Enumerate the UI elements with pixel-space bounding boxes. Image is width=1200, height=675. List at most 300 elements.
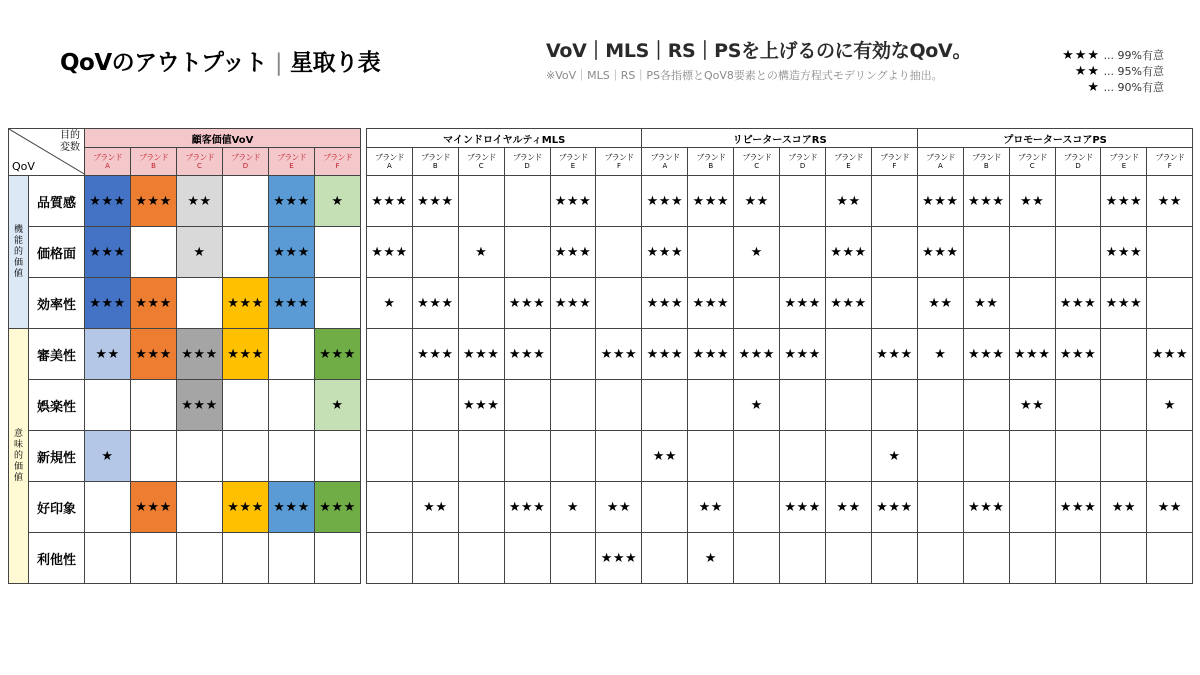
vov-cell-c [177,431,223,482]
qov-label-0: 品質感 [29,176,85,227]
brand-header-c [177,148,223,176]
brand-header-letter: A [387,161,392,170]
brand-header-e [1101,148,1147,176]
brand-header-b [963,148,1009,176]
category-char: 価 [13,257,23,268]
brand-header-b [412,148,458,176]
brand-header-label: ブランド [231,152,260,162]
vov-cell-b: ★★★ [131,278,177,329]
rs-cell-e [826,533,872,584]
rs-cell-c [734,533,780,584]
vov-cell-a [85,482,131,533]
qov-label-4: 娯楽性 [29,380,85,431]
brand-header-f [315,148,361,176]
table-row [9,227,361,278]
vov-cell-b [131,380,177,431]
ps-cell-b: ★★★ [963,329,1009,380]
mls-cell-f: ★★ [596,482,642,533]
vov-cell-f [315,431,361,482]
rs-cell-f: ★★★ [871,329,917,380]
brand-header-letter: C [754,161,760,170]
page-title-sub: 星取り表 [290,50,381,76]
mls-cell-a [367,380,413,431]
ps-cell-c [1009,278,1055,329]
brand-header-label: ブランド [1109,152,1139,162]
vov-cell-e [269,329,315,380]
mls-cell-d: ★★★ [504,278,550,329]
title-separator: | [274,50,283,76]
brand-header-d [1055,148,1101,176]
rs-cell-a: ★★★ [642,329,688,380]
rs-cell-b: ★★ [688,482,734,533]
mls-cell-e: ★★★ [550,227,596,278]
ps-cell-d [1055,380,1101,431]
mls-cell-b: ★★★ [412,176,458,227]
mls-cell-f [596,227,642,278]
corner-qov-label: QoV [12,160,35,173]
brand-header-letter: E [570,161,576,170]
ps-cell-a: ★★ [917,278,963,329]
table-row [367,227,1193,278]
vov-cell-f: ★★★ [315,482,361,533]
brand-header-a [642,148,688,176]
mls-cell-d: ★★★ [504,482,550,533]
mls-cell-d [504,431,550,482]
corner-objective-line2: 変数 [60,142,80,153]
rs-cell-e [826,380,872,431]
brand-header-e [269,148,315,176]
page-note: ※VoV｜MLS｜RS｜PS各指標とQoV8要素との構造方程式モデリングより抽出。 [546,69,943,82]
mls-cell-d [504,380,550,431]
vov-cell-e: ★★★ [269,278,315,329]
legend-item [1062,80,1164,96]
mls-cell-b [412,380,458,431]
mls-cell-d [504,533,550,584]
vov-cell-a [85,380,131,431]
group-header-rs: リピータースコアRS [642,129,917,148]
brand-header-e [826,148,872,176]
rs-cell-e: ★★★ [826,227,872,278]
vov-cell-f: ★ [315,176,361,227]
brand-header-label: ブランド [696,152,726,162]
brand-header-label: ブランド [558,152,588,162]
ps-cell-f [1147,278,1193,329]
category-char: 的 [13,246,23,257]
ps-cell-f: ★★★ [1147,329,1193,380]
mls-cell-c: ★★★ [458,329,504,380]
page-subtitle: VoV｜MLS｜RS｜PSを上げるのに有効なQoV。 [546,40,972,62]
vov-cell-e: ★★★ [269,482,315,533]
ps-cell-b [963,227,1009,278]
category-char: 値 [13,472,23,483]
ps-cell-a: ★★★ [917,176,963,227]
table-row [367,278,1193,329]
brand-header-label: ブランド [139,152,168,162]
vov-cell-c: ★★★ [177,329,223,380]
vov-cell-b: ★★★ [131,176,177,227]
rs-cell-f: ★ [871,431,917,482]
brand-header-letter: D [524,161,530,170]
mls-cell-e: ★ [550,482,596,533]
brand-header-label: ブランド [788,152,817,162]
vov-cell-c [177,278,223,329]
brand-header-d [504,148,550,176]
ps-cell-b: ★★ [963,278,1009,329]
ps-cell-a: ★ [917,329,963,380]
legend-text: ... 90%有意 [1103,81,1164,94]
brand-header-label: ブランド [880,152,909,162]
mls-cell-f: ★★★ [596,329,642,380]
rs-cell-d: ★★★ [780,278,826,329]
rs-cell-e [826,431,872,482]
brand-header-letter: A [662,161,668,170]
category-char: 味 [13,439,23,450]
rs-cell-b: ★ [688,533,734,584]
brand-header-letter: B [432,161,438,170]
rs-cell-d [780,176,826,227]
rs-cell-a [642,482,688,533]
mls-cell-e: ★★★ [550,176,596,227]
vov-cell-e: ★★★ [269,176,315,227]
mls-cell-f [596,278,642,329]
brand-header-letter: C [197,161,202,170]
brand-header-a [367,148,413,176]
ps-cell-b: ★★★ [963,176,1009,227]
mls-cell-c: ★★★ [458,380,504,431]
ps-cell-c: ★★ [1009,176,1055,227]
mls-cell-d [504,176,550,227]
mls-cell-c: ★ [458,227,504,278]
vov-cell-b [131,227,177,278]
brand-header-label: ブランド [834,152,863,162]
table-row [367,380,1193,431]
category-char: 機 [13,224,23,235]
vov-cell-b: ★★★ [131,329,177,380]
mls-cell-c [458,176,504,227]
brand-header-label: ブランド [420,152,450,162]
vov-cell-e [269,533,315,584]
qov-label-2: 効率性 [29,278,85,329]
legend-item [1062,48,1164,64]
table-row [367,482,1193,533]
qov-label-3: 審美性 [29,329,85,380]
mls-rs-ps-star-table [366,128,1193,584]
mls-cell-c [458,431,504,482]
legend-text: ... 99%有意 [1103,49,1164,62]
ps-cell-f: ★ [1147,380,1193,431]
vov-cell-e [269,431,315,482]
mls-cell-e [550,431,596,482]
rs-cell-a: ★★★ [642,176,688,227]
rs-cell-a [642,533,688,584]
rs-cell-d [780,431,826,482]
brand-header-label: ブランド [1155,152,1185,162]
mls-cell-a [367,482,413,533]
brand-header-letter: E [846,161,851,170]
table-row [9,431,361,482]
brand-header-label: ブランド [93,152,122,162]
ps-cell-f [1147,533,1193,584]
brand-header-letter: F [892,161,897,170]
rs-cell-a [642,380,688,431]
significance-legend [1062,48,1164,96]
rs-cell-f [871,176,917,227]
brand-header-label: ブランド [1017,152,1047,162]
brand-header-c [734,148,780,176]
category-semantic-value [9,329,29,584]
rs-cell-e: ★★★ [826,278,872,329]
brand-header-label: ブランド [323,152,352,162]
brand-header-letter: F [616,161,621,170]
ps-cell-e [1101,329,1147,380]
ps-cell-b: ★★★ [963,482,1009,533]
ps-cell-e [1101,380,1147,431]
vov-cell-c: ★ [177,227,223,278]
mls-cell-e [550,380,596,431]
mls-cell-a: ★★★ [367,176,413,227]
vov-cell-c [177,482,223,533]
rs-cell-c [734,278,780,329]
brand-header-label: ブランド [512,152,542,162]
vov-cell-a: ★★★ [85,176,131,227]
ps-cell-d: ★★★ [1055,329,1101,380]
mls-cell-d [504,227,550,278]
vov-cell-b [131,431,177,482]
ps-cell-e: ★★★ [1101,278,1147,329]
vov-cell-a: ★ [85,431,131,482]
vov-cell-d: ★★★ [223,278,269,329]
category-functional-value [9,176,29,329]
brand-header-label: ブランド [375,152,404,162]
mls-cell-f: ★★★ [596,533,642,584]
brand-header-label: ブランド [185,152,214,162]
brand-header-label: ブランド [604,152,634,162]
rs-cell-d [780,380,826,431]
vov-cell-e [269,380,315,431]
ps-cell-e: ★★★ [1101,227,1147,278]
table-row [367,329,1193,380]
table-row [9,176,361,227]
rs-cell-f [871,227,917,278]
legend-stars: ★★ [1074,64,1101,79]
mls-cell-b: ★★★ [412,329,458,380]
brand-header-f [1147,148,1193,176]
brand-header-letter: D [799,161,806,170]
rs-cell-e [826,329,872,380]
mls-cell-f [596,176,642,227]
category-char: 意 [13,428,23,439]
vov-cell-d [223,431,269,482]
corner-objective-label [60,130,80,154]
rs-cell-c [734,431,780,482]
table-row [9,380,361,431]
rs-cell-b: ★★★ [688,176,734,227]
mls-cell-a: ★★★ [367,227,413,278]
rs-cell-f [871,533,917,584]
vov-cell-f [315,227,361,278]
rs-cell-c: ★★ [734,176,780,227]
mls-cell-b: ★★★ [412,278,458,329]
table-row [9,329,361,380]
vov-cell-d [223,533,269,584]
rs-cell-a: ★★★ [642,227,688,278]
table-corner [9,129,85,176]
mls-cell-a [367,431,413,482]
ps-cell-a: ★★★ [917,227,963,278]
table-row [367,176,1193,227]
legend-item [1062,64,1164,80]
ps-cell-e: ★★ [1101,482,1147,533]
mls-cell-e: ★★★ [550,278,596,329]
ps-cell-b [963,380,1009,431]
ps-cell-d: ★★★ [1055,482,1101,533]
ps-cell-f [1147,431,1193,482]
rs-cell-e: ★★ [826,176,872,227]
ps-cell-c [1009,482,1055,533]
brand-header-a [85,148,131,176]
group-header-ps: プロモータースコアPS [917,129,1192,148]
rs-cell-b [688,227,734,278]
ps-cell-c: ★★ [1009,380,1055,431]
ps-cell-a [917,482,963,533]
ps-cell-c [1009,533,1055,584]
qov-label-1: 価格面 [29,227,85,278]
brand-header-letter: E [1121,161,1127,170]
vov-cell-f [315,533,361,584]
brand-header-letter: C [478,161,484,170]
ps-cell-e [1101,533,1147,584]
ps-cell-c: ★★★ [1009,329,1055,380]
category-char: 的 [13,450,23,461]
mls-cell-b [412,227,458,278]
mls-cell-b [412,431,458,482]
brand-header-letter: B [151,161,156,170]
vov-cell-d: ★★★ [223,329,269,380]
vov-star-table [8,128,361,584]
rs-cell-d: ★★★ [780,329,826,380]
table-row [9,533,361,584]
brand-header-c [458,148,504,176]
table-row [9,278,361,329]
corner-objective-line1: 目的 [60,130,80,141]
ps-cell-b [963,431,1009,482]
rs-cell-c: ★ [734,227,780,278]
ps-cell-c [1009,227,1055,278]
ps-cell-f: ★★ [1147,482,1193,533]
rs-cell-c: ★★★ [734,329,780,380]
brand-header-label: ブランド [466,152,496,162]
mls-cell-b [412,533,458,584]
right-group-header-row [367,129,1193,148]
rs-cell-c [734,482,780,533]
ps-cell-b [963,533,1009,584]
mls-cell-b: ★★ [412,482,458,533]
brand-header-f [596,148,642,176]
vov-cell-f: ★★★ [315,329,361,380]
rs-cell-d: ★★★ [780,482,826,533]
vov-cell-a: ★★★ [85,227,131,278]
rs-cell-f: ★★★ [871,482,917,533]
ps-cell-d [1055,533,1101,584]
rs-cell-e: ★★ [826,482,872,533]
qov-label-5: 新規性 [29,431,85,482]
vov-cell-a [85,533,131,584]
brand-header-letter: A [105,161,110,170]
ps-cell-d [1055,176,1101,227]
vov-cell-d [223,227,269,278]
ps-cell-f: ★★ [1147,176,1193,227]
rs-cell-b [688,431,734,482]
rs-cell-b: ★★★ [688,278,734,329]
brand-header-letter: D [1075,161,1081,170]
vov-cell-c: ★★ [177,176,223,227]
ps-cell-c [1009,431,1055,482]
brand-header-label: ブランド [971,152,1001,162]
vov-cell-b [131,533,177,584]
mls-cell-c [458,482,504,533]
ps-cell-e: ★★★ [1101,176,1147,227]
rs-cell-d [780,533,826,584]
mls-cell-f [596,380,642,431]
brand-header-e [550,148,596,176]
vov-cell-d: ★★★ [223,482,269,533]
brand-header-b [131,148,177,176]
mls-cell-a: ★ [367,278,413,329]
brand-header-letter: B [708,161,714,170]
ps-cell-a [917,380,963,431]
legend-stars: ★★★ [1062,48,1101,63]
brand-header-d [780,148,826,176]
legend-text: ... 95%有意 [1103,65,1164,78]
mls-cell-c [458,278,504,329]
ps-cell-d [1055,227,1101,278]
vov-cell-b: ★★★ [131,482,177,533]
brand-header-a [917,148,963,176]
rs-cell-a: ★★★ [642,278,688,329]
right-brand-header-row [367,148,1193,176]
mls-cell-a [367,329,413,380]
table-row [367,431,1193,482]
brand-header-letter: A [937,161,943,170]
vov-cell-a: ★★★ [85,278,131,329]
group-header-vov: 顧客価値VoV [85,129,361,148]
mls-cell-f [596,431,642,482]
mls-cell-e [550,329,596,380]
vov-cell-c: ★★★ [177,380,223,431]
brand-header-label: ブランド [742,152,772,162]
vov-cell-d [223,176,269,227]
vov-cell-f [315,278,361,329]
rs-cell-f [871,380,917,431]
group-header-mls: マインドロイヤルティMLS [367,129,642,148]
qov-label-7: 利他性 [29,533,85,584]
brand-header-letter: B [983,161,989,170]
mls-cell-d: ★★★ [504,329,550,380]
legend-stars: ★ [1087,80,1101,95]
brand-header-letter: C [1029,161,1035,170]
brand-header-label: ブランド [277,152,306,162]
mls-cell-e [550,533,596,584]
brand-header-d [223,148,269,176]
brand-header-label: ブランド [1063,152,1093,162]
mls-cell-c [458,533,504,584]
vov-cell-c [177,533,223,584]
page-title [60,44,380,77]
table-row [367,533,1193,584]
page-title-main: QoVのアウトプット [60,50,267,76]
vov-cell-a: ★★ [85,329,131,380]
rs-cell-b: ★★★ [688,329,734,380]
